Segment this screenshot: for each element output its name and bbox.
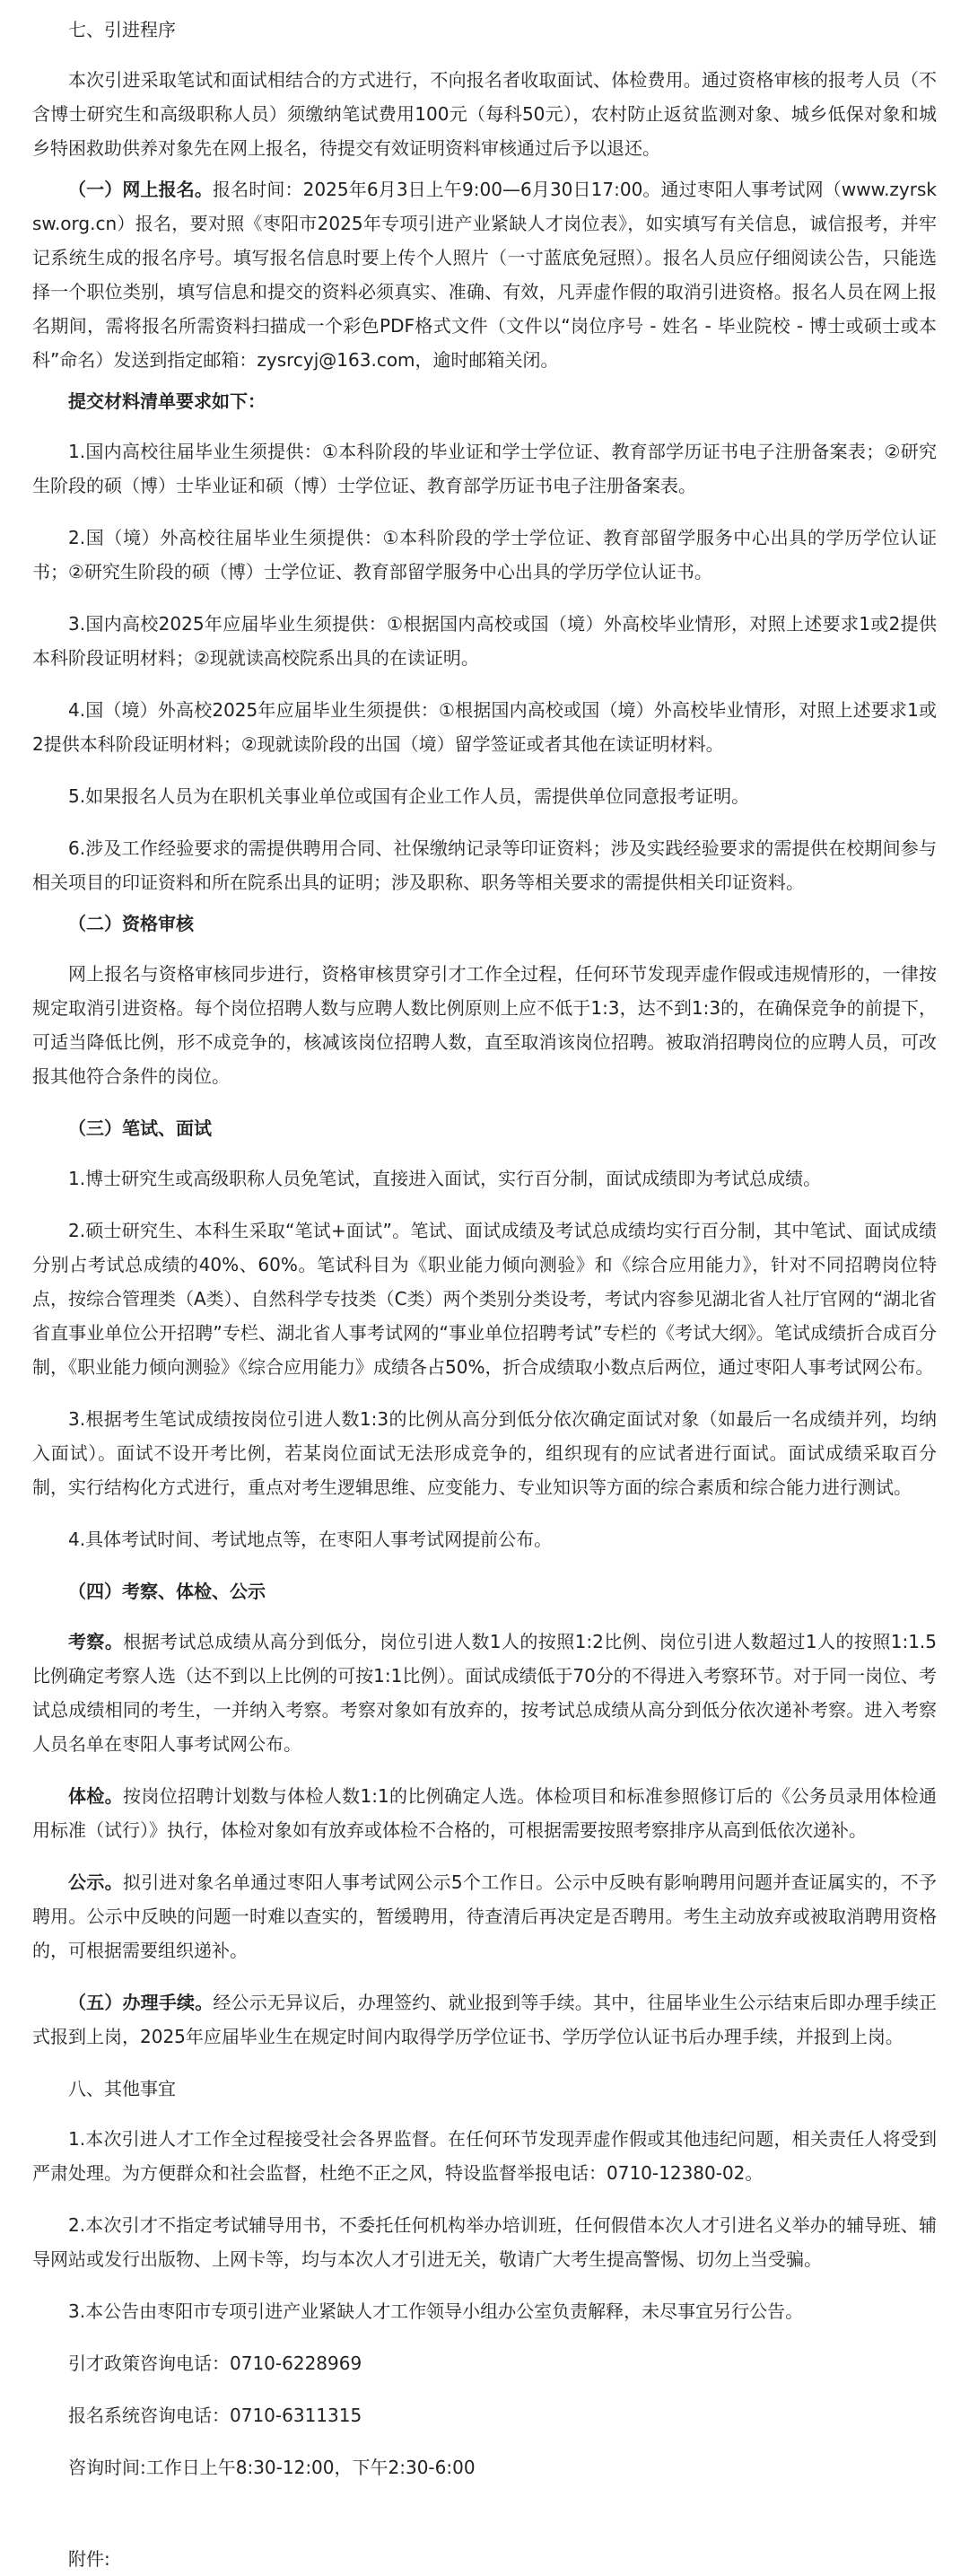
- kaocha-label: 考察。: [68, 1631, 124, 1652]
- procedures-text: 经公示无异议后，办理签约、就业报到等手续。其中，往届毕业生公示结束后即办理手续正式报到上岗，2025年应届毕业生在规定时间内取得学历学位证书、学历学位认证书后办理手续，并报到上岗。: [32, 1992, 938, 2047]
- other-item-2: 2.本次引才不指定考试辅导用书，不委托任何机构举办培训班，任何假借本次人才引进名义举办的辅导班、辅导网站或发行出版物、上网卡等，均与本次人才引进无关，敬请广大考生提高警惕、切勿上当受骗。: [32, 2214, 937, 2270]
- materials-item-5: 5.如果报名人员为在职机关事业单位或国有企业工作人员，需提供单位同意报考证明。: [68, 785, 750, 807]
- materials-item-4: 4.国（境）外高校2025年应届毕业生须提供：①根据国内高校或国（境）外高校毕业情形，对照上述要求1或2提供本科阶段证明材料；②现就读阶段的出国（境）留学签证或者其他在读证明材料。: [32, 699, 937, 755]
- exam-item-4: 4.具体考试时间、考试地点等，在枣阳人事考试网提前公布。: [68, 1529, 553, 1550]
- materials-item-6: 6.涉及工作经验要求的需提供聘用合同、社保缴纳记录等印证资料；涉及实践经验要求的需提供在校期间参与相关项目的印证资料和所在院系出具的证明；涉及职称、职务等相关要求的需提供相关印证资料。: [32, 837, 937, 893]
- tijian-text: 按岗位招聘计划数与体检人数1:1的比例确定人选。体检项目和标准参照修订后的《公务员录用体检通用标准（试行）》执行，体检对象如有放弃或体检不合格的，可根据需要按照考察排序从高到低依次递补。: [32, 1785, 937, 1841]
- inspection-gongshi-paragraph: [32, 1865, 937, 1967]
- tijian-label: 体检。: [68, 1785, 124, 1807]
- other-item-1: 1.本次引进人才工作全过程接受社会各界监督。在任何环节发现弄虚作假或其他违纪问题，相关责任人将受到严肃处理。为方便群众和社会监督，杜绝不正之风，特设监督举报电话：0710-12380-02。: [32, 2128, 937, 2184]
- materials-item-3: 3.国内高校2025年应届毕业生须提供：①根据国内高校或国（境）外高校毕业情形，对照上述要求1或2提供本科阶段证明材料；②现就读高校院系出具的在读证明。: [32, 613, 937, 669]
- inspection-tijian-paragraph: [32, 1779, 937, 1847]
- exam-item-3: 3.根据考生笔试成绩按岗位引进人数1:3的比例从高分到低分依次确定面试对象（如最后一名成绩并列，均纳入面试）。面试不设开考比例，若某岗位面试无法形成竞争的，组织现有的应试者进行面试。面试成绩采取百分制，实行结构化方式进行，重点对考生逻辑思维、应变能力、专业知识等方面的综合素质和综合能力进行测试。: [32, 1408, 937, 1498]
- online-registration-text: 报名时间：2025年6月3日上午9:00—6月30日17:00。通过枣阳人事考试网（www.zyrsksw.org.cn）报名，要对照《枣阳市2025年专项引进产业紧缺人才岗位表》，如实填写有关信息，诚信报考，并牢记系统生成的报名序号。填写报名信息时要上传个人照片（一寸蓝底免冠照）。报名人员应仔细阅读公告，只能选择一个职位类别，填写信息和提交的资料必须真实、准确、有效，凡弄虚作假的取消引进资格。报名人员在网上报名期间，需将报名所需资料扫描成一个彩色PDF格式文件（文件以“岗位序号 - 姓名 - 毕业院校 - 博士或硕士或本科”命名）发送到指定邮箱：zysrcyj@163.com，逾时邮箱关闭。: [32, 179, 937, 371]
- procedures-paragraph: [32, 1985, 937, 2054]
- inspection-title: （四）考察、体检、公示: [68, 1581, 266, 1602]
- gongshi-label: 公示。: [68, 1871, 123, 1893]
- online-registration-paragraph: [32, 172, 937, 377]
- system-phone: 报名系统咨询电话：0710-6311315: [68, 2405, 362, 2426]
- exam-title: （三）笔试、面试: [68, 1117, 212, 1139]
- section-8-heading: 八、其他事宜: [68, 2078, 176, 2099]
- other-item-3: 3.本公告由枣阳市专项引进产业紧缺人才工作领导小组办公室负责解释，未尽事宜另行公告。: [68, 2300, 804, 2322]
- online-registration-title: （一）网上报名。: [68, 179, 214, 200]
- exam-item-2: 2.硕士研究生、本科生采取“笔试+面试”。笔试、面试成绩及考试总成绩均实行百分制，其中笔试、面试成绩分别占考试总成绩的40%、60%。笔试科目为《职业能力倾向测验》和《综合应用能力》，针对不同招聘岗位特点，按综合管理类（A类）、自然科学专技类（C类）两个类别分类设考，考试内容参见湖北省人社厅官网的“湖北省省直事业单位公开招聘”专栏、湖北省人事考试网的“事业单位招聘考试”专栏的《考试大纲》。笔试成绩折合成百分制，《职业能力倾向测验》《综合应用能力》成绩各占50%，折合成绩取小数点后两位，通过枣阳人事考试网公布。: [32, 1220, 938, 1378]
- kaocha-text: 根据考试总成绩从高分到低分，岗位引进人数1人的按照1:2比例、岗位引进人数超过1人的按照1:1.5比例确定考察人选（达不到以上比例的可按1:1比例）。面试成绩低于70分的不得进入考察环节。对于同一岗位、考试总成绩相同的考生，一并纳入考察。考察对象如有放弃的，按考试总成绩从高分到低分依次递补考察。进入考察人员名单在枣阳人事考试网公布。: [32, 1631, 938, 1755]
- consult-hours: 咨询时间:工作日上午8:30-12:00，下午2:30-6:00: [68, 2457, 476, 2478]
- policy-phone: 引才政策咨询电话：0710-6228969: [68, 2353, 362, 2374]
- qualification-review-title: （二）资格审核: [68, 913, 194, 934]
- materials-item-1: 1.国内高校往届毕业生须提供：①本科阶段的毕业证和学士学位证、教育部学历证书电子注册备案表；②研究生阶段的硕（博）士毕业证和硕（博）士学位证、教育部学历证书电子注册备案表。: [32, 441, 937, 496]
- procedures-title: （五）办理手续。: [68, 1992, 214, 2013]
- attachment-label: 附件:: [68, 2548, 110, 2570]
- section-7-heading: 七、引进程序: [68, 19, 176, 40]
- exam-item-1: 1.博士研究生或高级职称人员免笔试，直接进入面试，实行百分制，面试成绩即为考试总成绩。: [68, 1168, 822, 1189]
- inspection-kaocha-paragraph: [32, 1625, 937, 1761]
- qualification-review-text: 网上报名与资格审核同步进行，资格审核贯穿引才工作全过程，任何环节发现弄虚作假或违规情形的，一律按规定取消引进资格。每个岗位招聘人数与应聘人数比例原则上应不低于1:3，达不到1:3的，在确保竞争的前提下，可适当降低比例，形不成竞争的，核减该岗位招聘人数，直至取消该岗位招聘。被取消招聘岗位的应聘人员，可改报其他符合条件的岗位。: [32, 963, 937, 1087]
- materials-item-2: 2.国（境）外高校往届毕业生须提供：①本科阶段的学士学位证、教育部留学服务中心出具的学历学位认证书；②研究生阶段的硕（博）士学位证、教育部留学服务中心出具的学历学位认证书。: [32, 527, 937, 583]
- materials-title: 提交材料清单要求如下：: [68, 390, 266, 412]
- gongshi-text: 拟引进对象名单通过枣阳人事考试网公示5个工作日。公示中反映有影响聘用问题并查证属实的，不予聘用。公示中反映的问题一时难以查实的，暂缓聘用，待查清后再决定是否聘用。考生主动放弃或被取消聘用资格的，可根据需要组织递补。: [32, 1871, 937, 1961]
- section-7-intro: 本次引进采取笔试和面试相结合的方式进行，不向报名者收取面试、体检费用。通过资格审核的报考人员（不含博士研究生和高级职称人员）须缴纳笔试费用100元（每科50元），农村防止返贫监测对象、城乡低保对象和城乡特困救助供养对象先在网上报名，待提交有效证明资料审核通过后予以退还。: [32, 69, 937, 159]
